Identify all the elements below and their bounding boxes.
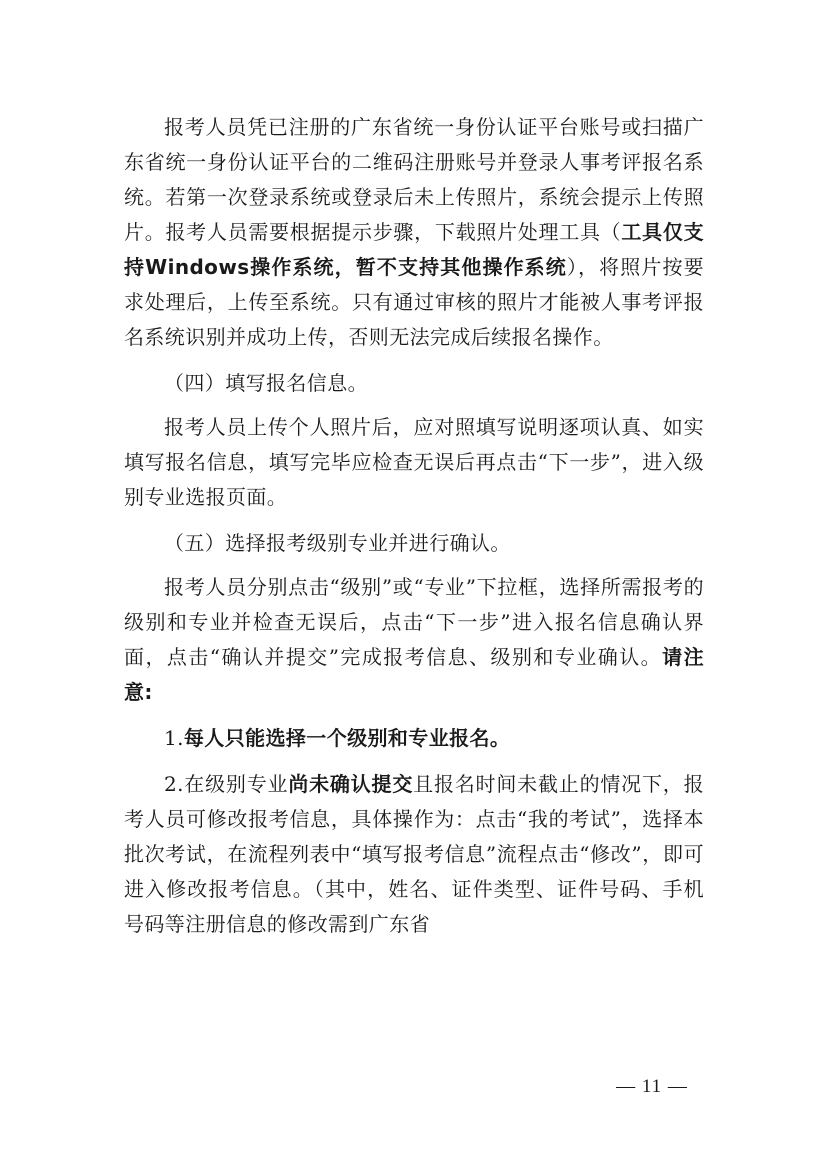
- text-span: 报考人员凭已注册的广东省统一身份认证平台账号或扫描广东省统一身份认证平台的二维码注册账号并登录人事考评报名系统。若第一次登录系统或登录后未上传照片，系统会提示上传照片。报考人员需要根据提示步骤，下载照片处理工具（: [124, 115, 704, 244]
- paragraph-photo-upload: [124, 110, 704, 355]
- list-item-1: [124, 721, 704, 756]
- list-number: 1.: [164, 726, 184, 750]
- bold-attention-label: 请注意:: [124, 645, 704, 704]
- bold-note-windows-only: 工具仅支持Windows操作系统，暂不支持其他操作系统: [124, 220, 704, 279]
- page-number: — 11 —: [616, 1076, 688, 1097]
- text-span: ），将照片按要求处理后，上传至系统。只有通过审核的照片才能被人事考评报名系统识别并成功上传，否则无法完成后续报名操作。: [124, 255, 704, 349]
- section-heading-4: （四）填写报名信息。: [164, 371, 368, 395]
- section-heading-5: （五）选择报考级别专业并进行确认。: [164, 531, 511, 555]
- bold-one-level-rule: 每人只能选择一个级别和专业报名。: [183, 726, 511, 750]
- text-span: 且报名时间未截止的情况下，报考人员可修改报考信息，具体操作为：点击“我的考试”，选择本批次考试，在流程列表中“填写报考信息”流程点击“修改”，即可进入修改报考信息。（其中，姓名、证件类型、证件号码、手机号码等注册信息的修改需到广东省: [124, 772, 704, 936]
- text-span: 2.在级别专业: [164, 772, 289, 796]
- paragraph-fill-info: 报考人员上传个人照片后，应对照填写说明逐项认真、如实填写报名信息，填写完毕应检查无误后再点击“下一步”，进入级别专业选报页面。: [124, 415, 704, 509]
- bold-not-submitted: 尚未确认提交: [288, 772, 414, 796]
- list-item-2: [124, 767, 704, 942]
- document-body: [124, 110, 704, 953]
- text-span: 报考人员分别点击“级别”或“专业”下拉框，选择所需报考的级别和专业并检查无误后，点击“下一步”进入报名信息确认界面，点击“确认并提交”完成报考信息、级别和专业确认。: [124, 575, 704, 669]
- paragraph-select-level: [124, 570, 704, 710]
